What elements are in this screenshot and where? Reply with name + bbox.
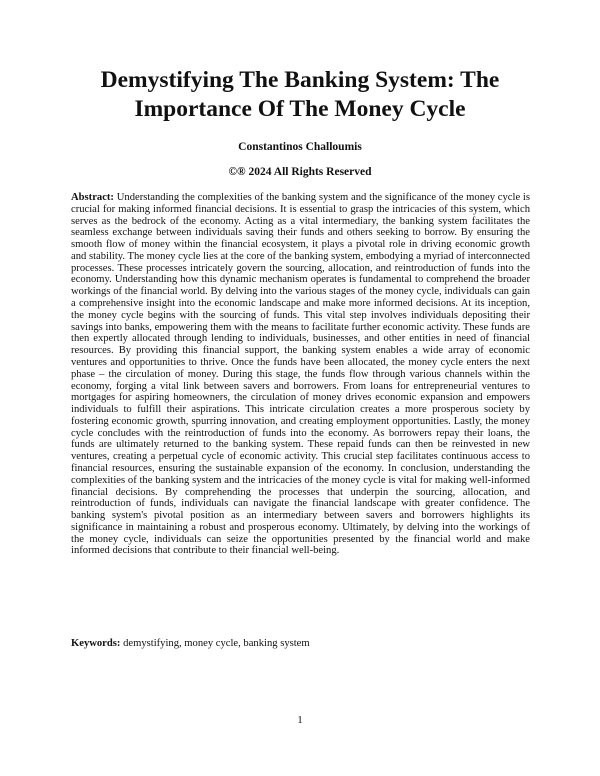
abstract-label: Abstract: — [71, 192, 114, 203]
abstract-paragraph — [71, 192, 530, 557]
keywords-label: Keywords: — [71, 638, 121, 649]
paper-title — [60, 66, 540, 124]
keywords-text: demystifying, money cycle, banking system — [123, 638, 310, 649]
title-line-1: Demystifying The Banking System: The — [100, 67, 500, 93]
page-number: 1 — [297, 714, 303, 726]
keywords-line — [71, 637, 530, 650]
abstract-text: Understanding the complexities of the banking system and the significance of the money cycle is crucial for making informed financial decisions. It is essential to grasp the intricacies of this system, which serves as the bedrock of the economy. Acting as a vital intermediary, the banking system facilitates the seamless exchange between individuals saving their funds and others seeking to borrow. By ensuring the smooth flow of money within the financial ecosystem, it plays a pivotal role in driving economic growth and stability. The money cycle lies at the core of the banking system, embodying a myriad of interconnected processes. These processes intricately govern the sourcing, allocation, and reintroduction of funds into the economy. Understanding how this dynamic mechanism operates is fundamental to comprehend the broader workings of the financial world. By delving into the various stages of the money cycle, individuals can gain a comprehensive insight into the economic landscape and make more informed decisions. At its inception, the money cycle begins with the sourcing of funds. This vital step involves individuals depositing their savings into banks, empowering them with the means to facilitate further economic activity. These funds are then expertly allocated through lending to individuals, businesses, and other entities in need of financial resources. By providing this financial support, the banking system enables a wide array of economic ventures and opportunities to thrive. Once the funds have been allocated, the money cycle enters the next phase – the circulation of money. During this stage, the funds flow through various channels within the economy, forging a vital link between savers and borrowers. From loans for entrepreneurial ventures to mortgages for aspiring homeowners, the circulation of money drives economic expansion and empowers individuals to fulfill their aspirations. This intricate circulation creates a more prosperous society by fostering economic growth, spurring innovation, and creating employment opportunities. Lastly, the money cycle concludes with the reintroduction of funds into the economy. As borrowers repay their loans, the funds are ultimately returned to the banking system. These repaid funds can then be reinvested in new ventures, creating a perpetual cycle of economic activity. This crucial step facilitates continuous access to financial resources, ensuring the sustainable expansion of the economy. In conclusion, understanding the complexities of the banking system and the intricacies of the money cycle is vital for making well-informed financial decisions. By comprehending the processes that underpin the sourcing, allocation, and reintroduction of funds, individuals can navigate the financial landscape with greater confidence. The banking system's pivotal position as an intermediary between savers and borrowers highlights its significance in maintaining a robust and prosperous economy. Ultimately, by delving into the workings of the money cycle, individuals can seize the opportunities presented by the financial world and make informed decisions that contribute to their financial well-being. — [71, 192, 530, 557]
author-name: Constantinos Challoumis — [238, 141, 362, 153]
title-line-2: Importance Of The Money Cycle — [134, 96, 466, 122]
copyright-notice: ©® 2024 All Rights Reserved — [228, 166, 372, 178]
